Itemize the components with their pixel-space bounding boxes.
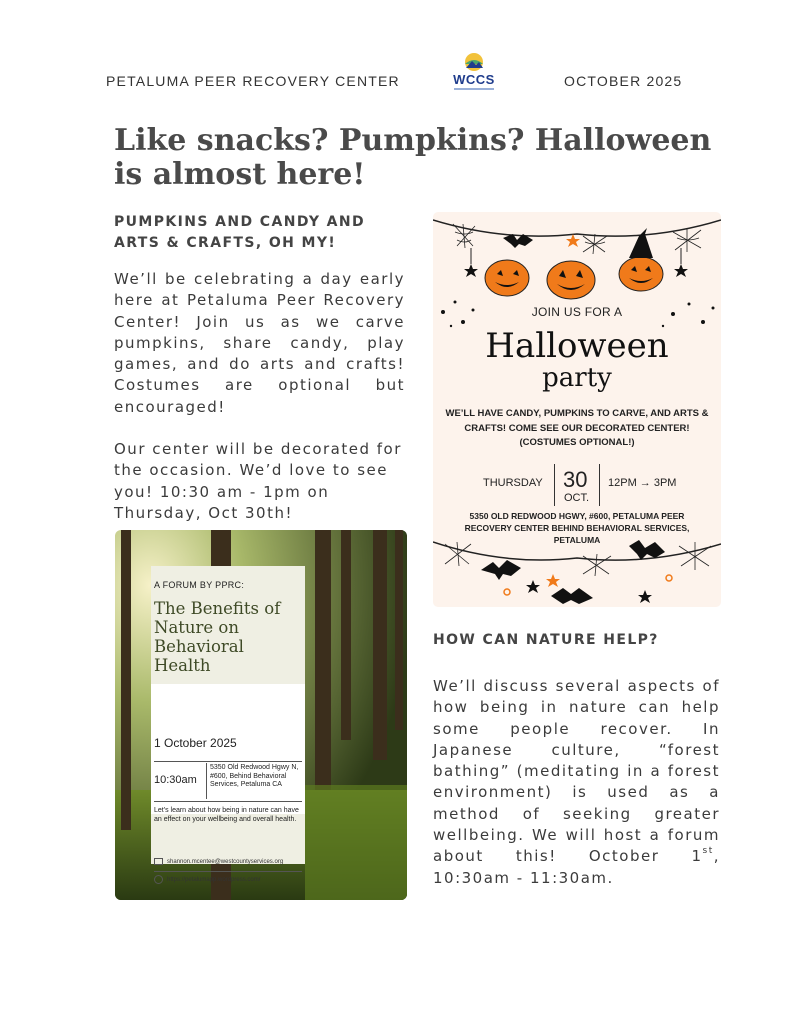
halloween-paragraph-1: We’ll be celebrating a day early here at Petaluma Peer Recovery Center! Join us as we carve pumpkins, share candy, play games, and do arts and crafts! Costumes are optional but encouraged! <box>114 270 405 416</box>
forest-forum-image <box>115 530 407 900</box>
forum-website: https://petalumapp.wordpress.com/ <box>167 877 261 883</box>
forum-description: Let's learn about how being in nature can have an effect on your wellbeing and overall health. <box>154 807 299 823</box>
star-icon <box>526 580 540 593</box>
forum-tag: A FORUM BY PPRC: <box>154 580 245 590</box>
flyer-info: WE’LL HAVE CANDY, PUMPKINS TO CARVE, AND ARTS & CRAFTS! COME SEE OUR DECORATED CENTER! (COSTUMES OPTIONAL!) <box>445 408 709 448</box>
flyer-address: 5350 OLD REDWOOD HGWY, #600, PETALUMA PEER RECOVERY CENTER BEHIND BEHAVIORAL SERVICES, PETALUMA <box>464 511 690 545</box>
nature-paragraph-text: We’ll discuss several aspects of how being in nature can help some people recover. In Japanese culture, “forest bathing” (meditating in a forest environment) is used as a method of seeking greater wellbeing. We will host a forum about this! October 1 <box>433 677 720 866</box>
globe-icon <box>154 875 163 884</box>
flyer-date-number: 30 <box>563 467 588 492</box>
forum-time: 10:30am <box>154 774 197 786</box>
flyer-title-halloween: Halloween <box>485 326 669 366</box>
forum-email: shannon.mcentee@westcountyservices.org <box>167 859 284 865</box>
forum-date: 1 October 2025 <box>154 736 237 750</box>
divider <box>206 763 207 799</box>
page-title: Like snacks? Pumpkins? Halloween is almost here! <box>114 123 712 192</box>
star-icon <box>464 264 478 277</box>
flyer-month: OCT. <box>564 492 590 504</box>
wccs-logo <box>448 52 500 94</box>
newsletter-date: OCTOBER 2025 <box>564 73 683 89</box>
divider <box>154 761 302 762</box>
divider <box>154 801 302 802</box>
flyer-divider <box>599 464 600 506</box>
forum-card <box>151 566 305 883</box>
star-icon <box>638 590 652 603</box>
bunting-bottom-decoration <box>433 530 721 607</box>
pumpkin-witch-hat-icon <box>619 228 663 291</box>
halloween-paragraph-2: Our center will be decorated for the occasion. We’d love to see you! 10:30 am - 1pm on Thursday, Oct 30th! <box>114 440 402 522</box>
star-icon <box>674 264 688 277</box>
ordinal-suffix: st <box>702 846 714 857</box>
logo-underline <box>454 88 494 90</box>
flyer-join-text: JOIN US FOR A <box>531 305 623 319</box>
halloween-heading: PUMPKINS AND CANDY AND ARTS & CRAFTS, OH MY! <box>114 214 366 251</box>
flyer-divider <box>554 464 555 506</box>
divider <box>154 871 302 872</box>
halloween-flyer <box>433 212 721 607</box>
pumpkin-icon <box>485 260 529 296</box>
mail-icon <box>154 858 163 865</box>
forum-address: 5350 Old Redwood Hgwy N, #600, Behind Behavioral Services, Petaluma CA <box>210 764 299 788</box>
nature-heading: HOW CAN NATURE HELP? <box>433 632 659 648</box>
flyer-time: 12PM → 3PM <box>608 477 677 489</box>
bunting-top-decoration <box>433 212 721 302</box>
flyer-title-party: party <box>542 363 612 393</box>
nature-paragraph <box>433 676 720 889</box>
organization-name: PETALUMA PEER RECOVERY CENTER <box>106 73 400 89</box>
logo-text: WCCS <box>453 72 495 87</box>
flyer-day: THURSDAY <box>483 477 543 489</box>
nature-paragraph-time: , 10:30am - 11:30am. <box>433 847 720 887</box>
forum-title: The Benefits of Nature on Behavioral Health <box>154 599 281 675</box>
